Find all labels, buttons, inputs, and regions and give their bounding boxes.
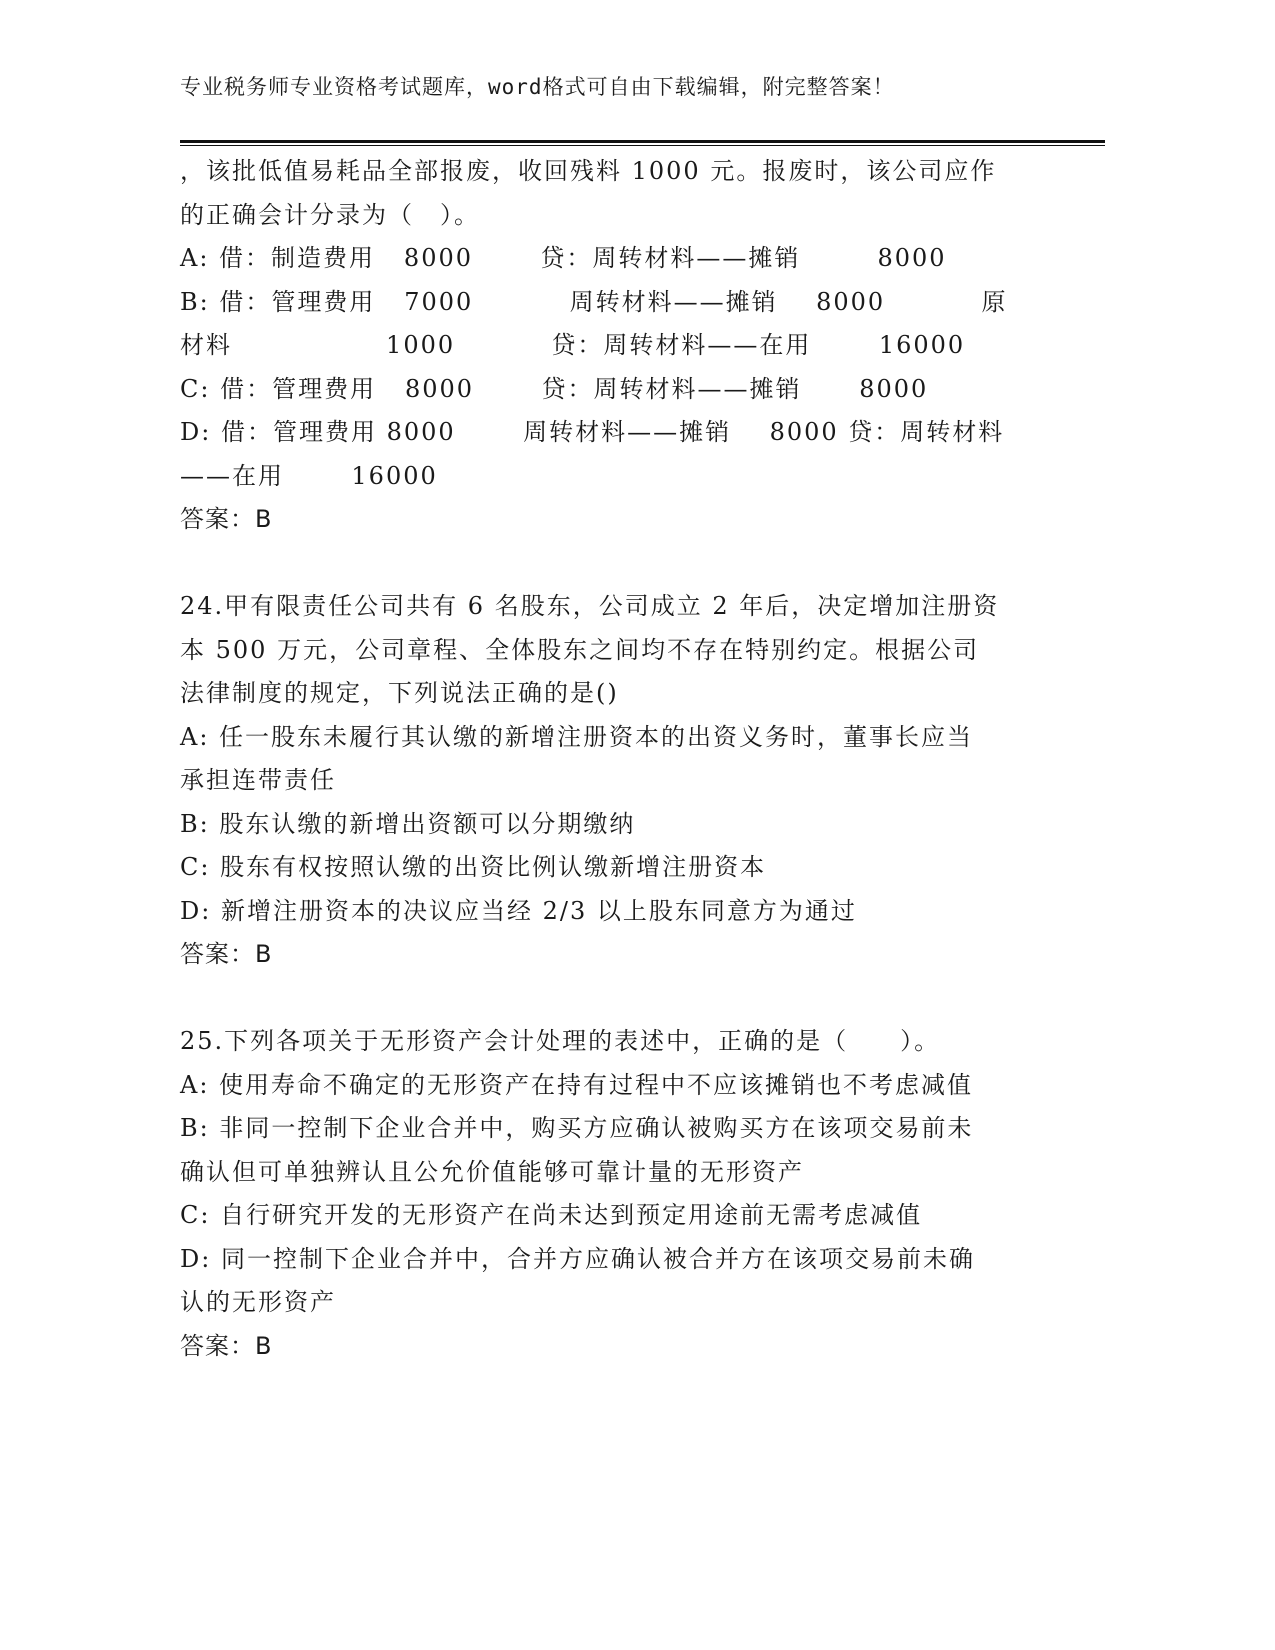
question-23-stem-line-1: ，该批低值易耗品全部报废，收回残料 1000 元。报废时，该公司应作: [180, 157, 997, 185]
header-rule-thin: [180, 145, 1105, 146]
header-rule-thick: [180, 140, 1105, 143]
question-25-answer: 答案：B: [180, 1331, 273, 1360]
question-24-option-d: D: 新增注册资本的决议应当经 2/3 以上股东同意方为通过: [180, 896, 857, 925]
question-24-stem-line-1: 24.甲有限责任公司共有 6 名股东，公司成立 2 年后，决定增加注册资: [180, 592, 1000, 620]
question-25-stem-line-1: 25.下列各项关于无形资产会计处理的表述中，正确的是（ ）。: [180, 1027, 941, 1055]
question-25-option-d-line-2: 认的无形资产: [180, 1288, 336, 1316]
question-content: [180, 150, 1060, 1368]
question-24-option-a-line-2: 承担连带责任: [180, 766, 336, 794]
spacer: [180, 977, 1060, 1021]
question-23-option-d-line-2: ——在用 16000: [180, 461, 438, 490]
question-25-option-a: A: 使用寿命不确定的无形资产在持有过程中不应该摊销也不考虑减值: [180, 1070, 974, 1099]
question-24: [180, 585, 1060, 977]
page-header: 专业税务师专业资格考试题库，word格式可自由下载编辑，附完整答案！: [180, 75, 895, 99]
question-25-option-c: C: 自行研究开发的无形资产在尚未达到预定用途前无需考虑减值: [180, 1201, 923, 1229]
question-23-option-a: A: 借：制造费用 8000 贷：周转材料——摊销 8000: [180, 244, 947, 272]
question-25-option-b-line-1: B: 非同一控制下企业合并中，购买方应确认被购买方在该项交易前未: [180, 1114, 974, 1142]
question-23-option-b-line-1: B: 借：管理费用 7000 周转材料——摊销 8000 原: [180, 287, 1008, 316]
question-25: [180, 1020, 1060, 1368]
question-25-option-b-line-2: 确认但可单独辨认且公允价值能够可靠计量的无形资产: [180, 1157, 804, 1186]
question-23: [180, 150, 1060, 542]
question-24-option-a-line-1: A: 任一股东未履行其认缴的新增注册资本的出资义务时，董事长应当: [180, 722, 974, 751]
spacer: [180, 542, 1060, 586]
question-24-stem-line-2: 本 500 万元，公司章程、全体股东之间均不存在特别约定。根据公司: [180, 635, 980, 664]
question-23-option-c: C: 借：管理费用 8000 贷：周转材料——摊销 8000: [180, 374, 929, 403]
question-24-option-b: B: 股东认缴的新增出资额可以分期缴纳: [180, 809, 636, 838]
question-23-answer: 答案：B: [180, 505, 273, 533]
question-24-stem-line-3: 法律制度的规定，下列说法正确的是(): [180, 679, 619, 707]
question-24-option-c: C: 股东有权按照认缴的出资比例认缴新增注册资本: [180, 853, 767, 881]
question-25-option-d-line-1: D: 同一控制下企业合并中，合并方应确认被合并方在该项交易前未确: [180, 1244, 975, 1273]
question-23-stem-line-2: 的正确会计分录为（ ）。: [180, 200, 480, 229]
question-24-answer: 答案：B: [180, 940, 273, 968]
question-23-option-d-line-1: D: 借：管理费用 8000 周转材料——摊销 8000 贷：周转材料: [180, 418, 1005, 446]
question-23-option-b-line-2: 材料 1000 贷：周转材料——在用 16000: [180, 331, 966, 359]
